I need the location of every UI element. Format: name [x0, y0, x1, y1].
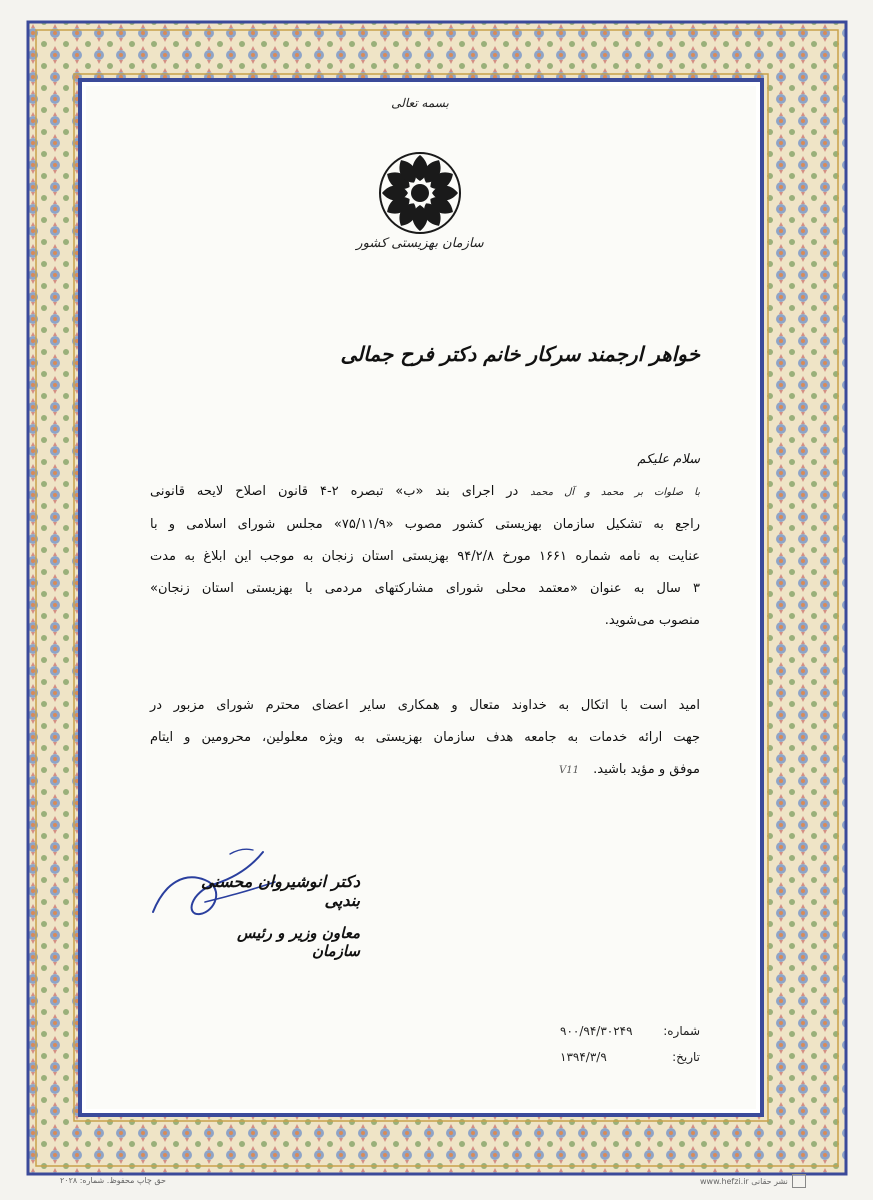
paragraph-2-line-3-text: موفق و مؤید باشید. — [593, 762, 700, 777]
addressee: خواهر ارجمند سرکار خانم دکتر فرح جمالی — [340, 342, 700, 366]
paragraph-1-line-1-text: در اجرای بند «ب» تبصره ۲-۴ قانون اصلاح لایحه قانونی — [150, 484, 519, 499]
signatory-title: معاون وزیر و رئیس سازمان — [236, 924, 360, 960]
greeting: سلام علیکم — [637, 452, 700, 467]
blessing-heading: بسمه تعالی — [391, 96, 449, 110]
organization-logo — [372, 148, 468, 238]
signatory-name: دکتر انوشیروان محسنی بندپی — [200, 872, 360, 910]
number-value: ۹۰۰/۹۴/۳۰۲۴۹ — [560, 1024, 633, 1038]
paragraph-2 — [150, 696, 700, 781]
reference-code: V11 — [559, 765, 579, 776]
paragraph-2-line-1: امید است با اتکال به خداوند متعال و همکاری سایر اعضای محترم شورای مزبور در — [150, 698, 700, 713]
organization-name: سازمان بهزیستی کشور — [356, 236, 484, 251]
paragraph-1-line-1 — [150, 482, 700, 503]
paragraph-1 — [150, 482, 700, 631]
paragraph-1-line-4: ۳ سال به عنوان «معتمد محلی شورای مشارکتهای مردمی با بهزیستی استان زنجان» — [150, 581, 700, 596]
paragraph-1-line-2: راجع به تشکیل سازمان بهزیستی کشور مصوب «۷۵/۱۱/۹» مجلس شورای اسلامی و با — [150, 517, 700, 532]
paragraph-2-line-2: جهت ارائه خدمات به جامعه هدف سازمان بهزیستی به ویژه معلولین، محرومین و ایتام — [150, 730, 700, 745]
paragraph-1-line-5: منصوب می‌شوید. — [604, 613, 700, 628]
salutation-inline: با صلوات بر محمد و آل محمد — [530, 487, 700, 498]
date-label: تاریخ: — [672, 1050, 700, 1064]
number-label: شماره: — [663, 1024, 700, 1038]
letter-number-row — [560, 1024, 700, 1038]
footer-copyright: حق چاپ محفوظ. شماره: ۲۰۲۸ — [60, 1176, 166, 1185]
publisher-text: www.hefzi.ir نشر حقانی — [700, 1176, 788, 1186]
paragraph-2-line-3 — [150, 760, 700, 781]
date-value: ۱۳۹۴/۳/۹ — [560, 1050, 607, 1064]
letter-date-row — [560, 1050, 700, 1064]
paragraph-1-line-3: عنایت به نامه شماره ۱۶۶۱ مورخ ۹۴/۲/۸ بهزیستی استان زنجان به موجب این ابلاغ به مدت — [150, 549, 700, 564]
footer-publisher — [700, 1174, 806, 1188]
publisher-logo-icon — [792, 1174, 806, 1188]
